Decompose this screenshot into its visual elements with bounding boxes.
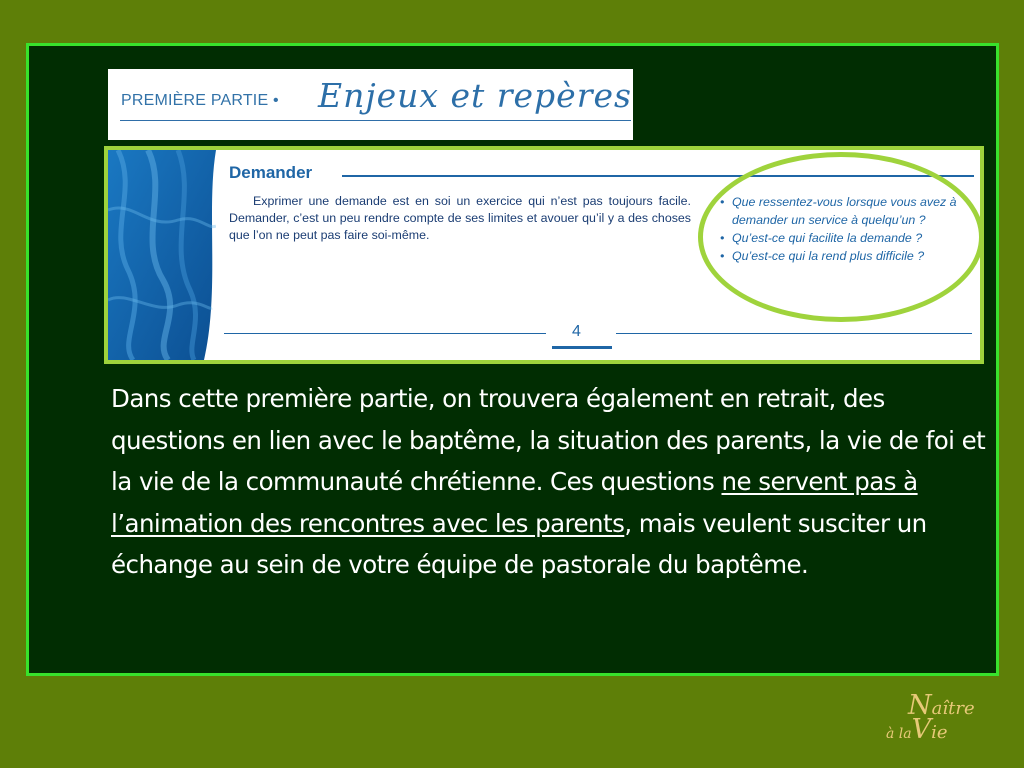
page-number-underline (552, 346, 612, 349)
question-item: • Qu’est-ce qui facilite la demande ? (720, 229, 975, 247)
body-text-underlined: ne servent pas à l’animation des rencontres avec les parents (111, 467, 918, 538)
excerpt-paragraph: Exprimer une demande est en soi un exercice qui n’est pas toujours facile. Demander, c’est un peu rendre compte de ses limites et avouer qu’il y a des choses que l’on ne peut pas faire soi-même. (229, 194, 691, 242)
body-paragraph (111, 378, 991, 586)
footer-rule-right (616, 333, 972, 334)
excerpt-section-title: Demander (229, 163, 313, 182)
part-script-title: Enjeux et repères (318, 76, 632, 115)
logo-line2: à laVie (886, 714, 948, 745)
footer-rule-left (224, 333, 546, 334)
part-header-banner (108, 69, 633, 140)
decorative-wave-strip (108, 150, 216, 360)
question-item: • Qu’est-ce qui la rend plus difficile ? (720, 247, 975, 265)
body-text-end: , mais veulent susciter un échange au sein de votre équipe de pastorale du baptême. (111, 508, 927, 579)
excerpt-page-number: 4 (572, 323, 581, 340)
logo-line1: Naître (908, 690, 975, 721)
question-item: • Que ressentez-vous lorsque vous avez à demander un service à quelqu’un ? (720, 193, 975, 229)
page-excerpt-image (104, 146, 984, 364)
part-kicker: PREMIÈRE PARTIE • (121, 92, 279, 109)
page-excerpt-inner (108, 150, 980, 360)
body-text-start: Dans cette première partie, on trouvera également en retrait, des questions en lien avec le baptême, la situation des parents, la vie de foi et la vie de la communauté chrétienne. Ces questions (111, 384, 986, 496)
highlight-ellipse (698, 152, 980, 322)
header-rule (120, 120, 631, 121)
naitre-a-la-vie-logo (880, 688, 1000, 754)
